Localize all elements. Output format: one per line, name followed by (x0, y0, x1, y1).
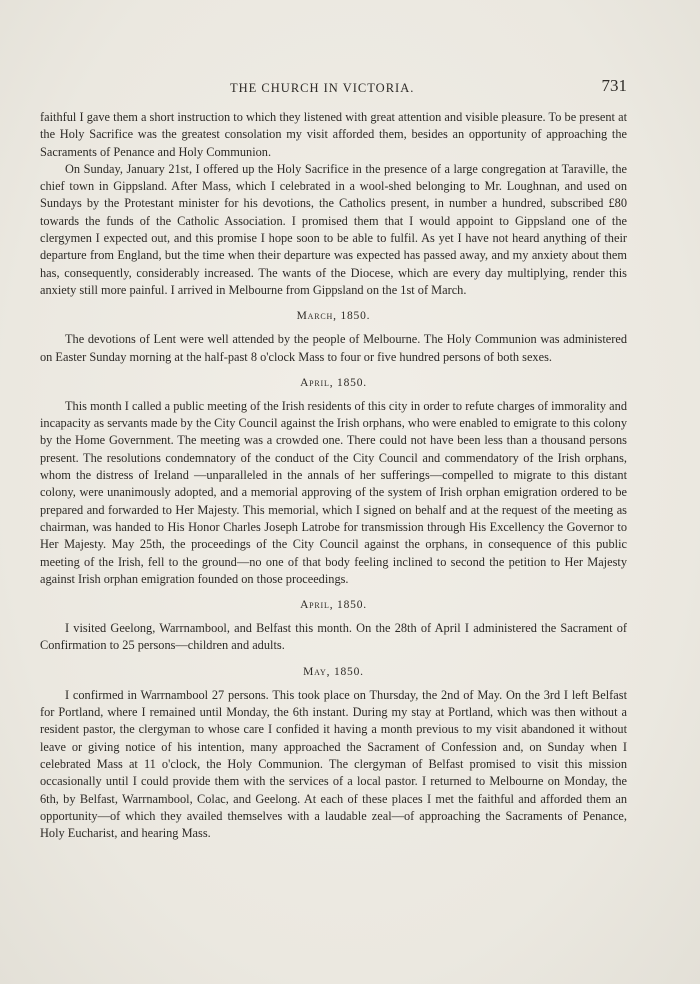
running-head: THE CHURCH IN VICTORIA. (230, 81, 415, 95)
section-date-april-second: April, 1850. (300, 599, 367, 612)
page-number: 731 (601, 76, 627, 95)
page-header (40, 78, 627, 98)
paragraph-lent: The devotions of Lent were well attended by the people of Melbourne. The Holy Communion was administered on Easter Sunday morning at the half-past 8 o'clock Mass to four or five hundred persons of both sexes. (40, 332, 627, 364)
section-date-may: May, 1850. (303, 665, 364, 678)
paragraph-gippsland: On Sunday, January 21st, I offered up the Holy Sacrifice in the presence of a large congregation at Taraville, the chief town in Gippsland. After Mass, which I celebrated in a wool-shed belonging to Mr. Loughnan, and used on Sundays by the Protestant minister for his devotions, the Catholics present, in number a hundred, subscribed £80 towards the funds of the Catholic Association. I promised them that I would appoint to Gippsland one of the clergymen I expected out, and this promise I hope soon to be able to fulfil. As yet I have not heard anything of their departure from England, but the time when their departure was expected has passed away, and my anxiety about them has, consequently, considerably increased. The wants of the Diocese, which are every day multiplying, render this anxiety still more painful. I arrived in Melbourne from Gippsland on the 1st of March. (40, 161, 627, 297)
paragraph-warrnambool: I confirmed in Warrnambool 27 persons. This took place on Thursday, the 2nd of May. On the 3rd I left Belfast for Portland, where I remained until Monday, the 6th instant. During my stay at Portland, which was then without a resident pastor, the clergyman to whose care I confided it having a month previous to my visit abandoned it without leave or giving notice of his intention, many approached the Sacrament of Confession and, on Sunday when I celebrated Mass at 11 o'clock, the Holy Communion. The clergyman of Belfast promised to visit this mission occasionally until I could provide them with the services of a local pastor. I returned to Melbourne on Monday, the 6th, by Belfast, Warrnambool, Colac, and Geelong. At each of these places I met the faithful and afforded them an opportunity—of which they availed themselves with a laudable zeal—of approaching the Sacraments of Penance, Holy Eucharist, and hearing Mass. (40, 687, 627, 841)
paragraph-continued: faithful I gave them a short instruction to which they listened with great attention and visible pleasure. To be present at the Holy Sacrifice was the greatest consolation my visit afforded them, besides an opportunity of approaching the Sacraments of Penance and Holy Communion. (40, 110, 627, 159)
section-date-march: March, 1850. (296, 310, 371, 323)
paragraph-confirmation: I visited Geelong, Warrnambool, and Belfast this month. On the 28th of April I administered the Sacrament of Confirmation to 25 persons—children and adults. (40, 621, 627, 653)
paragraph-irish-orphans: This month I called a public meeting of the Irish residents of this city in order to refute charges of immorality and incapacity as servants made by the City Council against the Irish orphans, who were enabled to emigrate to this colony by the Home Government. The meeting was a crowded one. There could not have been less than a thousand persons present. The resolutions condemnatory of the conduct of the City Council and commendatory of the Irish orphans, whom the distress of Ireland —unparalleled in the annals of her sufferings—compelled to migrate to this distant colony, were unanimously adopted, and a memorial approving of the system of Irish orphan emigration ordered to be prepared and forwarded to Her Majesty. This memorial, which I signed on behalf and at the request of the meeting as chairman, was handed to His Honor Charles Joseph Latrobe for transmission through His Excellency the Governor to Her Majesty. May 25th, the proceedings of the City Council against the orphans, in consequence of this public meeting of the Irish, fell to the ground—no one of that body feeling inclined to second the petition to Her Majesty against Irish orphan emigration founded on those proceedings. (40, 398, 627, 586)
section-date-april: April, 1850. (300, 376, 367, 389)
page-body (40, 109, 627, 842)
